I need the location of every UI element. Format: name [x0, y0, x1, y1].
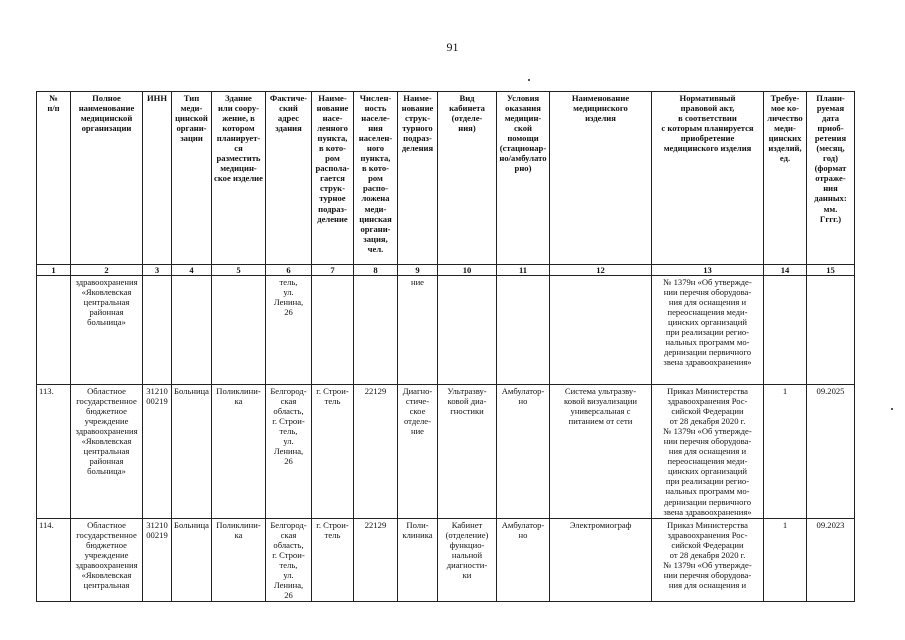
column-number: 8 — [354, 265, 398, 276]
column-number: 10 — [438, 265, 497, 276]
cell-org: Областное государственное бюджетное учреждение здравоохранения «Яковлевская центральная — [71, 518, 143, 601]
column-number: 13 — [652, 265, 764, 276]
cell-conditions: Амбулатор- но — [497, 385, 550, 519]
column-header: Здание или соору- жение, в котором планирует- ся разместить медицин- ское изделие — [212, 92, 266, 265]
cell-act: Приказ Министерства здравоохранения Рос- сийской Федерации от 28 декабря 2020 г. № 1379н «Об утвержде- нии перечня оборудова- ния для оснащения и — [652, 518, 764, 601]
cell-unit: ние — [398, 276, 438, 385]
cell-cabinet: Кабинет (отделение) функцио- нальной диагности- ки — [438, 518, 497, 601]
cell-date — [807, 276, 855, 385]
cell-date: 09.2023 — [807, 518, 855, 601]
cell-settlement: г. Строи- тель — [312, 385, 354, 519]
equipment-table-wrapper — [36, 91, 854, 602]
column-header: Плани- руемая дата приоб- ретения (месяц, год) (формат отраже- ния данных: мм. Гггг.) — [807, 92, 855, 265]
header-row — [37, 92, 855, 265]
cell-device — [550, 276, 652, 385]
scan-speck — [528, 79, 530, 81]
column-number: 4 — [172, 265, 212, 276]
scan-speck — [891, 408, 893, 410]
column-number: 3 — [143, 265, 172, 276]
column-number: 7 — [312, 265, 354, 276]
cell-population: 22129 — [354, 385, 398, 519]
column-number: 2 — [71, 265, 143, 276]
cell-num: 114. — [37, 518, 71, 601]
column-header: Фактиче- ский адрес здания — [266, 92, 312, 265]
cell-address: Белгород- ская область, г. Строи- тель, ул. Ленина, 26 — [266, 518, 312, 601]
column-number: 5 — [212, 265, 266, 276]
cell-qty: 1 — [764, 385, 807, 519]
column-number: 6 — [266, 265, 312, 276]
cell-org: здравоохранения «Яковлевская центральная районная больница» — [71, 276, 143, 385]
cell-population: 22129 — [354, 518, 398, 601]
cell-population — [354, 276, 398, 385]
cell-building — [212, 276, 266, 385]
column-header: Условия оказания медицин- ской помощи (стационар- но/амбулато рно) — [497, 92, 550, 265]
cell-building: Поликлини- ка — [212, 518, 266, 601]
cell-num — [37, 276, 71, 385]
column-header: № п/п — [37, 92, 71, 265]
column-number: 14 — [764, 265, 807, 276]
equipment-table — [36, 91, 855, 602]
column-number: 15 — [807, 265, 855, 276]
column-header: Наиме- нование струк- турного подраз- деления — [398, 92, 438, 265]
cell-settlement: г. Строи- тель — [312, 518, 354, 601]
column-header: Требуе- мое ко- личество меди- цинских изделий, ед. — [764, 92, 807, 265]
cell-inn: 31210 00219 — [143, 385, 172, 519]
column-header: Вид кабинета (отделе- ния) — [438, 92, 497, 265]
cell-building: Поликлини- ка — [212, 385, 266, 519]
cell-unit: Поли- клиника — [398, 518, 438, 601]
column-header: Нормативный правовой акт, в соответствии с которым планируется приобретение медицинского изделия — [652, 92, 764, 265]
cell-act: № 1379н «Об утвержде- нии перечня оборудова- ния для оснащения и переоснащения меди- цинских организаций при реализации регио- нальных программ мо- дернизации первичного звена здравоохранения» — [652, 276, 764, 385]
cell-unit: Диагно- стиче- ское отделе- ние — [398, 385, 438, 519]
cell-date: 09.2025 — [807, 385, 855, 519]
table-row — [37, 518, 855, 601]
cell-inn: 31210 00219 — [143, 518, 172, 601]
column-number: 12 — [550, 265, 652, 276]
cell-cabinet — [438, 276, 497, 385]
cell-address: Белгород- ская область, г. Строи- тель, ул. Ленина, 26 — [266, 385, 312, 519]
page-number: 91 — [446, 40, 459, 54]
cell-settlement — [312, 276, 354, 385]
column-number-row — [37, 265, 855, 276]
cell-conditions: Амбулатор- но — [497, 518, 550, 601]
cell-conditions — [497, 276, 550, 385]
cell-qty: 1 — [764, 518, 807, 601]
column-header: ИНН — [143, 92, 172, 265]
cell-cabinet: Ультразву- ковой диа- гностики — [438, 385, 497, 519]
cell-type: Больница — [172, 518, 212, 601]
cell-qty — [764, 276, 807, 385]
cell-inn — [143, 276, 172, 385]
cell-type: Больница — [172, 385, 212, 519]
column-header: Числен- ность населе- ния населен- ного пункта, в кото- ром распо- ложена меди- цинская органи- зация, чел. — [354, 92, 398, 265]
column-header: Наиме- нование насе- ленного пункта, в кото- ром распола- гается струк- турное подраз- деление — [312, 92, 354, 265]
cell-act: Приказ Министерства здравоохранения Рос- сийской Федерации от 28 декабря 2020 г. № 1379н «Об утвержде- нии перечня оборудова- ния для оснащения и переоснащения меди- цинских организаций при реализации регио- нальных программ мо- дернизации первичного звена здравоохранения» — [652, 385, 764, 519]
cell-org: Областное государственное бюджетное учреждение здравоохранения «Яковлевская центральная районная больница» — [71, 385, 143, 519]
table-row — [37, 385, 855, 519]
cell-type — [172, 276, 212, 385]
column-number: 1 — [37, 265, 71, 276]
column-header: Полное наименование медицинской организации — [71, 92, 143, 265]
column-header: Тип меди- цинской органи- зации — [172, 92, 212, 265]
cell-address: тель, ул. Ленина, 26 — [266, 276, 312, 385]
column-header: Наименование медицинского изделия — [550, 92, 652, 265]
column-number: 9 — [398, 265, 438, 276]
cell-device: Система ультразву- ковой визуализации универсальная с питанием от сети — [550, 385, 652, 519]
cell-device: Электромиограф — [550, 518, 652, 601]
table-row — [37, 276, 855, 385]
cell-num: 113. — [37, 385, 71, 519]
column-number: 11 — [497, 265, 550, 276]
